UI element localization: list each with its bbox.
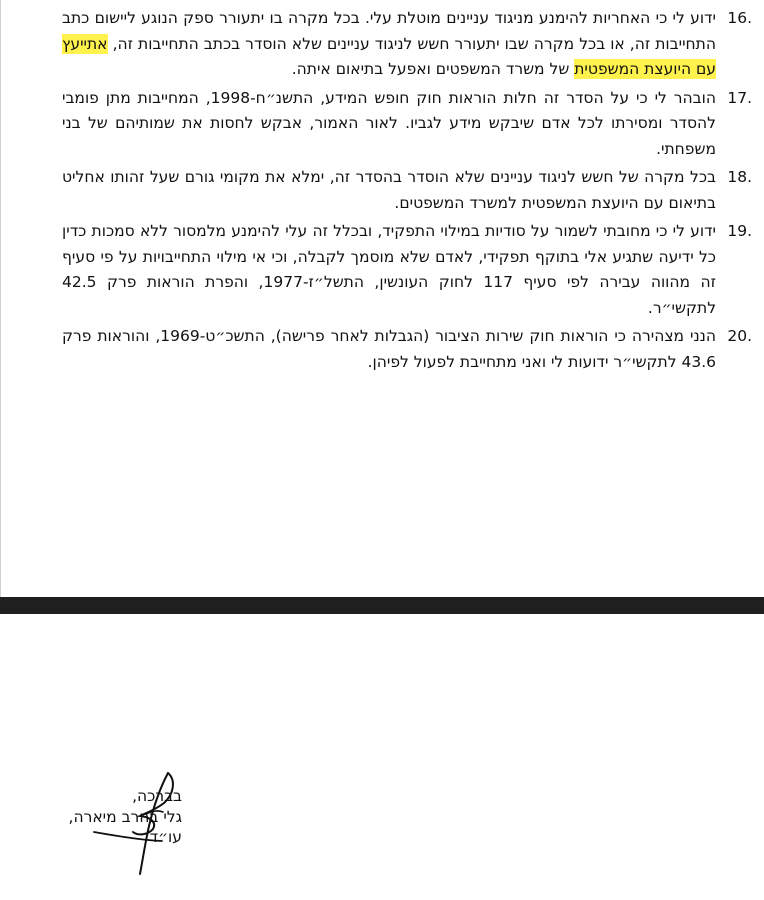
clause-text: הנני מצהירה כי הוראות חוק שירות הציבור (הגבלות לאחר פרישה), התשכ״ט-1969, והוראות פרק 43.6 לתקשי״ר ידועות לי ואני מתחייבת לפעול לפיהן. (62, 327, 716, 371)
numbered-clauses (62, 6, 752, 378)
signer-name: גלי בהרב מיארה, (68, 807, 182, 826)
clause-number: 16. (727, 9, 752, 27)
page-break-bar (0, 597, 764, 614)
highlighted-text: אתייעץ עם היועצת המשפטית (62, 34, 716, 78)
signer-title: עו״ד (149, 828, 182, 846)
clause-18 (62, 165, 752, 216)
clause-20 (62, 324, 752, 375)
clause-number: 18. (727, 168, 752, 186)
page-edge-line (0, 0, 1, 597)
clause-16 (62, 6, 752, 83)
clause-17 (62, 86, 752, 163)
clause-text: ידוע לי כי מחובתי לשמור על סודיות במילוי התפקיד, ובכלל זה עלי להימנע מלמסור ללא סמכות כדין כל ידיעה שתגיע אלי בתוקף תפקידי, לאדם שלא מוסמך לקבלה, וכי אי מילוי התחייבויות על פי סעיף זה מהווה עבירה לפי סעיף 117 לחוק העונשין, התשל״ז-1977, והפרת הוראות פרק 42.5 לתקשי״ר. (62, 222, 716, 317)
closing-greeting: בברכה, (132, 787, 182, 805)
clause-19 (62, 219, 752, 321)
clause-text-after: של משרד המשפטים ואפעל בתיאום איתה. (291, 60, 575, 78)
clause-text-before: ידוע לי כי האחריות להימנע מניגוד עניינים מוטלת עלי. בכל מקרה בו יתעורר ספק הנוגע ליישום כתב התחייבות זה, או בכל מקרה שבו יתעורר חשש לניגוד עניינים שלא הוסדר בכתב התחייבות זה, (62, 9, 716, 53)
clause-number: 17. (727, 88, 752, 107)
clause-number: 20. (727, 327, 752, 345)
clause-text: בכל מקרה של חשש לניגוד עניינים שלא הוסדר בהסדר זה, ימלא את מקומי גורם שעל זהותו אחליט בתיאום עם היועצת המשפטית למשרד המשפטים. (62, 168, 716, 212)
clause-number: 19. (727, 222, 752, 240)
clause-text: הובהר לי כי על הסדר זה חלות הוראות חוק חופש המידע, התשנ״ח-1998, המחייבות מתן פומבי להסדר ומסירתו לכל אדם שיבקש מידע לגביו. לאור האמור, אבקש לחסות את שמותיהם של בני משפחתי. (62, 88, 716, 158)
handwritten-signature (88, 770, 198, 878)
